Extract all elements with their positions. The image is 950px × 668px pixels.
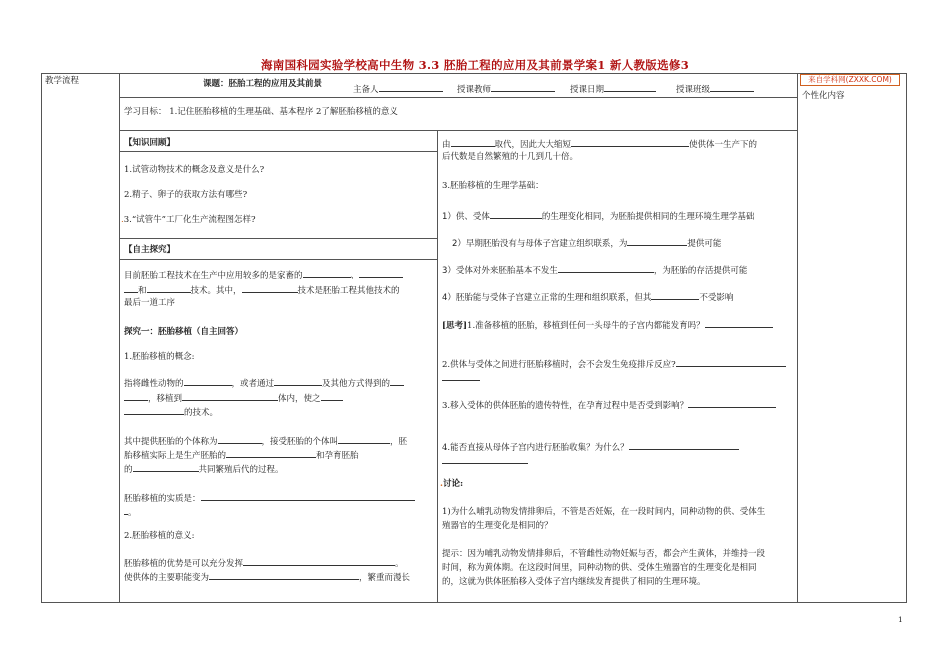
donor-line-1 <box>124 434 407 448</box>
advantage-text-b: 。 <box>395 559 404 569</box>
advantage-text-d: ，繁重而漫长 <box>359 573 411 583</box>
basis-3-text-b: ，为胚胎的存活提供可能 <box>653 266 748 276</box>
donor-text-b: ，接受胚胎的个体叫 <box>261 437 339 447</box>
basis-4-blank[interactable] <box>651 290 699 300</box>
meaning-heading: 2.胚胎移植的意义: <box>124 531 195 541</box>
think-question-2-line-2 <box>442 371 480 385</box>
concept-blank-4[interactable] <box>124 391 148 401</box>
review-heading: 【知识回顾】 <box>124 138 176 148</box>
think-4-blank-1[interactable] <box>629 440 739 450</box>
donor-line-2 <box>124 448 359 462</box>
think-1-blank[interactable] <box>705 318 773 328</box>
concept-text-b: ，或者通过 <box>231 379 275 389</box>
essence-blank[interactable] <box>201 491 415 501</box>
discussion-question-line-2: 殖器官的生理变化是相同的？ <box>442 521 553 531</box>
basis-2-text-a: 2）早期胚胎没有与母体子宫建立组织联系，为 <box>452 239 628 249</box>
lesson-topic: 课题：胚胎工程的应用及其前景 <box>203 79 323 89</box>
concept-text-a: 指将雌性动物的 <box>124 379 184 389</box>
review-question-1: 1.试管动物技术的概念及意义是什么? <box>124 165 265 175</box>
self-blank-1[interactable] <box>303 268 351 278</box>
essence-line <box>124 491 415 505</box>
continued-text-a: 由 <box>442 140 451 150</box>
concept-text-d: ，移植到 <box>148 394 183 404</box>
self-study-line-3: 最后一道工序 <box>124 298 176 308</box>
think-question-1-text: 1.准备移植的胚胎，移植到任何一头母牛的子宫内都能发育吗？ <box>467 321 705 331</box>
concept-text-c: 及其他方式得到的 <box>322 379 391 389</box>
source-watermark-badge: 来自学科网(ZXXK.COM) <box>800 74 900 86</box>
concept-blank-1[interactable] <box>184 376 232 386</box>
concept-blank-7[interactable] <box>124 405 184 415</box>
donor-blank-1[interactable] <box>218 434 262 444</box>
basis-item-2 <box>452 236 721 250</box>
donor-text-d: 胎移植实际上是生产胚胎的 <box>124 451 227 461</box>
continued-line-2: 后代数是自然繁殖的十几到几十倍。 <box>442 152 579 162</box>
think-2-blank-2[interactable] <box>442 371 480 381</box>
self-text-c: 和 <box>138 286 147 296</box>
think-question-2 <box>442 357 786 371</box>
think-question-4-line-2 <box>442 454 528 468</box>
left-column-header: 教学流程 <box>45 76 80 86</box>
self-blank-3[interactable] <box>124 283 138 293</box>
basis-4-text-a: 4）胚胎能与受体子宫建立正常的生理和组织联系，但其 <box>442 293 652 303</box>
donor-text-c: ，胚 <box>390 437 408 447</box>
column-divider-middle <box>437 130 438 603</box>
think-question-3-text: 3.移入受体的供体胚胎的遗传特性，在孕育过程中是否受到影响？ <box>442 401 689 411</box>
discussion-question-line-1: 1)为什么哺乳动物发情排卵后，不管是否妊娠，在一段时间内，同种动物的供、受体生 <box>442 507 766 517</box>
class-label: 授课班级 <box>676 85 711 95</box>
think-4-blank-2[interactable] <box>442 454 528 464</box>
concept-heading: 1.胚胎移植的概念: <box>124 352 195 362</box>
review-question-3 <box>121 214 256 226</box>
review-divider <box>119 151 437 152</box>
think-3-blank[interactable] <box>688 398 776 408</box>
discussion-heading <box>440 478 463 490</box>
concept-text-e: 体内，使之 <box>278 394 321 404</box>
basis-3-text-a: 3）受体对外来胚胎基本不发生 <box>442 266 558 276</box>
continued-blank-1[interactable] <box>451 137 495 147</box>
essence-end: 。 <box>128 508 137 518</box>
basis-2-text-b: 提供可能 <box>687 239 722 249</box>
self-text-d: 技术。其中， <box>190 286 242 296</box>
continued-line-1 <box>442 137 757 151</box>
basis-4-text-b: 不受影响 <box>699 293 734 303</box>
basis-1-blank[interactable] <box>490 209 542 219</box>
basis-2-blank[interactable] <box>627 236 687 246</box>
donor-blank-3[interactable] <box>226 448 316 458</box>
think-2-blank-1[interactable] <box>676 357 786 367</box>
donor-line-3 <box>124 462 284 476</box>
date-field <box>570 82 656 96</box>
advantage-line-1 <box>124 556 404 570</box>
concept-text-f: 的技术。 <box>184 408 219 418</box>
think-question-3 <box>442 398 776 412</box>
class-field <box>676 82 754 96</box>
review-mark: . <box>121 215 124 225</box>
discussion-heading-text: 讨论: <box>442 479 464 489</box>
right-column-header: 个性化内容 <box>802 91 845 101</box>
hint-line-2: 时间，称为黄体期。在这段时间里，同种动物的供、受体生殖器官的生理变化是相同 <box>442 563 757 573</box>
think-question-4 <box>442 440 739 454</box>
column-divider-right <box>797 73 798 603</box>
basis-3-blank[interactable] <box>558 263 654 273</box>
self-text-b: 、 <box>350 271 360 281</box>
donor-text-f: 的 <box>124 465 133 475</box>
advantage-text-c: 使供体的主要职能变为 <box>124 573 210 583</box>
self-text-e: 技术是胚胎工程其他技术的 <box>297 286 400 296</box>
basis-item-1 <box>442 209 754 223</box>
preparer-label: 主备人 <box>353 85 379 95</box>
document-title: 海南国科园实验学校高中生物 3.3 胚胎工程的应用及其前景学案1 新人教版选修3 <box>260 58 690 72</box>
self-divider-top <box>119 238 437 239</box>
think-question-2-text: 2.供体与受体之间进行胚胎移植时，会不会发生免疫排斥反应? <box>442 360 676 370</box>
preparer-field <box>353 82 443 96</box>
concept-line-2 <box>124 391 343 405</box>
essence-line-2 <box>124 505 137 519</box>
donor-blank-2[interactable] <box>338 434 390 444</box>
self-blank-5[interactable] <box>242 283 298 293</box>
concept-line-1 <box>124 376 404 390</box>
date-blank[interactable] <box>604 82 656 92</box>
donor-text-g: 共同繁殖后代的过程。 <box>198 465 284 475</box>
basis-item-3 <box>442 263 747 277</box>
discussion-mark: . <box>440 479 443 489</box>
self-study-heading: 【自主探究】 <box>124 245 176 255</box>
date-label: 授课日期 <box>570 85 605 95</box>
hint-line-1: 提示：因为哺乳动物发情排卵后，不管雌性动物妊娠与否，都会产生黄体，并维持一段 <box>442 549 766 559</box>
think-question-1 <box>442 318 773 332</box>
self-study-line-1 <box>124 268 403 282</box>
advantage-text-a: 胚胎移植的优势是可以充分发挥 <box>124 559 244 569</box>
row-divider-header <box>119 97 797 98</box>
page-number: 1 <box>898 615 903 624</box>
basis-item-4 <box>442 290 733 304</box>
self-divider-bottom <box>119 259 437 260</box>
class-blank[interactable] <box>710 82 754 92</box>
concept-line-3 <box>124 405 218 419</box>
concept-blank-2[interactable] <box>274 376 322 386</box>
self-study-line-2 <box>124 283 400 297</box>
basis-heading: 3.胚胎移植的生理学基础： <box>442 181 544 191</box>
basis-1-text-b: 的生理变化相同，为胚胎提供相同的生理环境生理学基础 <box>541 212 755 222</box>
teacher-blank[interactable] <box>491 82 555 92</box>
think-question-4-text: 4.能否直接从母体子宫内进行胚胎收集？为什么？ <box>442 443 629 453</box>
continued-text-c: 使供体一生产下的 <box>689 140 758 150</box>
think-label: [思考] <box>442 321 468 331</box>
continued-text-b: 取代，因此大大缩短 <box>494 140 572 150</box>
essence-label: 胚胎移植的实质是： <box>124 494 201 504</box>
hint-line-3: 的，这就为供体胚胎移入受体子宫内继续发育提供了相同的生理环境。 <box>442 577 706 587</box>
teacher-field <box>457 82 555 96</box>
explore-heading: 探究一：胚胎移植（自主回答） <box>124 327 244 337</box>
row-divider-objective <box>119 130 797 131</box>
concept-blank-6[interactable] <box>321 391 343 401</box>
basis-1-text-a: 1）供、受体 <box>442 212 490 222</box>
self-blank-4[interactable] <box>147 283 191 293</box>
advantage-blank-1[interactable] <box>243 556 395 566</box>
donor-blank-4[interactable] <box>133 462 199 472</box>
self-text-a: 目前胚胎工程技术在生产中应用较多的是家畜的 <box>124 271 303 281</box>
column-divider-left <box>119 73 120 603</box>
preparer-blank[interactable] <box>379 82 443 92</box>
concept-blank-3[interactable] <box>390 376 404 386</box>
advantage-blank-2[interactable] <box>209 570 359 580</box>
donor-text-a: 其中提供胚胎的个体称为 <box>124 437 218 447</box>
advantage-line-2 <box>124 570 410 584</box>
concept-blank-5[interactable] <box>182 391 278 401</box>
review-question-2: 2.精子、卵子的获取方法有哪些? <box>124 190 248 200</box>
teacher-label: 授课教师 <box>457 85 492 95</box>
self-blank-2[interactable] <box>359 268 403 278</box>
review-question-3-text: 3.“试管牛”工厂化生产流程图怎样? <box>123 215 256 225</box>
donor-text-e: 和孕育胚胎 <box>316 451 359 461</box>
learning-objective: 学习目标： 1.记住胚胎移植的生理基础、基本程序 2了解胚胎移植的意义 <box>124 107 398 117</box>
continued-blank-2[interactable] <box>571 137 689 147</box>
